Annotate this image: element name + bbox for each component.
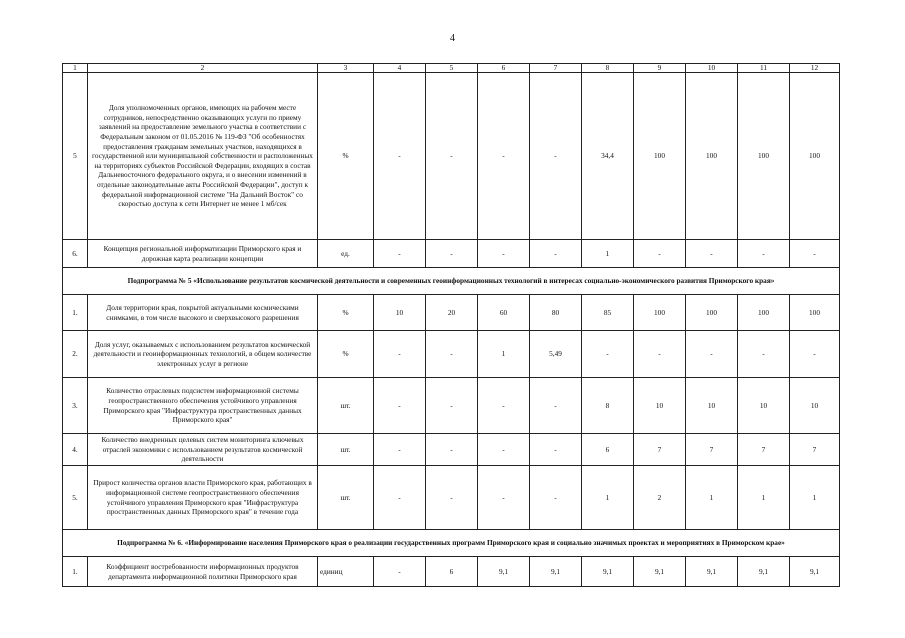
value-cell: 6 bbox=[582, 434, 634, 466]
header-cell: 9 bbox=[634, 64, 686, 73]
value-cell: 5,49 bbox=[530, 331, 582, 378]
value-cell: 10 bbox=[790, 378, 840, 434]
value-cell: 9,1 bbox=[790, 557, 840, 587]
value-cell: 1 bbox=[686, 466, 738, 530]
value-cell: - bbox=[374, 331, 426, 378]
row-number: 4. bbox=[63, 434, 88, 466]
unit-cell: единиц bbox=[318, 557, 374, 587]
value-cell: 9,1 bbox=[582, 557, 634, 587]
value-cell: 100 bbox=[790, 295, 840, 331]
row-number: 1. bbox=[63, 295, 88, 331]
section-header-row bbox=[63, 530, 840, 557]
value-cell: 1 bbox=[582, 240, 634, 268]
value-cell: 80 bbox=[530, 295, 582, 331]
table-row bbox=[63, 557, 840, 587]
value-cell: - bbox=[478, 73, 530, 240]
value-cell: - bbox=[582, 331, 634, 378]
value-cell: 100 bbox=[686, 73, 738, 240]
row-number: 1. bbox=[63, 557, 88, 587]
table-row bbox=[63, 378, 840, 434]
value-cell: 2 bbox=[634, 466, 686, 530]
value-cell: 10 bbox=[738, 378, 790, 434]
table-row bbox=[63, 73, 840, 240]
header-cell: 10 bbox=[686, 64, 738, 73]
value-cell: - bbox=[530, 240, 582, 268]
unit-cell: % bbox=[318, 73, 374, 240]
table-row bbox=[63, 466, 840, 530]
value-cell: - bbox=[530, 466, 582, 530]
value-cell: 1 bbox=[582, 466, 634, 530]
value-cell: - bbox=[478, 240, 530, 268]
value-cell: - bbox=[686, 331, 738, 378]
header-cell: 7 bbox=[530, 64, 582, 73]
indicator-name: Доля территории края, покрытой актуальными космическими снимками, в том числе высокого и сверхвысокого разрешения bbox=[88, 295, 318, 331]
indicator-name: Прирост количества органов власти Приморского края, работающих в информационной системе геопространственного обеспечения устойчивого управления Приморского края "Инфраструктура пространственных данных Приморского края" в течение года bbox=[88, 466, 318, 530]
value-cell: 6 bbox=[426, 557, 478, 587]
value-cell: 100 bbox=[790, 73, 840, 240]
value-cell: - bbox=[686, 240, 738, 268]
value-cell: - bbox=[426, 434, 478, 466]
header-cell: 12 bbox=[790, 64, 840, 73]
value-cell: - bbox=[426, 378, 478, 434]
value-cell: 20 bbox=[426, 295, 478, 331]
value-cell: 10 bbox=[374, 295, 426, 331]
header-cell: 4 bbox=[374, 64, 426, 73]
value-cell: 9,1 bbox=[738, 557, 790, 587]
page-number: 4 bbox=[450, 33, 455, 44]
value-cell: - bbox=[374, 434, 426, 466]
indicators-table bbox=[62, 63, 840, 587]
row-number: 2. bbox=[63, 331, 88, 378]
value-cell: - bbox=[790, 331, 840, 378]
value-cell: 100 bbox=[738, 295, 790, 331]
value-cell: - bbox=[426, 240, 478, 268]
value-cell: 1 bbox=[790, 466, 840, 530]
value-cell: - bbox=[426, 73, 478, 240]
indicator-name: Доля уполномоченных органов, имеющих на рабочем месте сотрудников, непосредственно оказывающих услуги по приему заявлений на предоставление земельного участка в соответствии с Федеральным законом от 01.05.2016 № 119-ФЗ "Об особенностях предоставления гражданам земельных участков, находящихся в государственной или муниципальной собственности и расположенных на территориях субъектов Российской Федерации, входящих в состав Дальневосточного федерального округа, и о внесении изменений в отдельные законодательные акты Российской Федерации", доступ к федеральной информационной системе "На Дальний Восток" со скоростью доступа к сети Интернет не менее 1 мб/сек bbox=[88, 73, 318, 240]
section-header-row bbox=[63, 268, 840, 295]
header-cell: 3 bbox=[318, 64, 374, 73]
header-cell: 1 bbox=[63, 64, 88, 73]
value-cell: 7 bbox=[686, 434, 738, 466]
value-cell: 1 bbox=[478, 331, 530, 378]
value-cell: 100 bbox=[634, 73, 686, 240]
indicator-name: Доля услуг, оказываемых с использованием результатов космической деятельности и геоинформационных технологий, в общем количестве электронных услуг в регионе bbox=[88, 331, 318, 378]
value-cell: - bbox=[374, 378, 426, 434]
header-cell: 5 bbox=[426, 64, 478, 73]
value-cell: 9,1 bbox=[634, 557, 686, 587]
value-cell: - bbox=[374, 557, 426, 587]
unit-cell: % bbox=[318, 295, 374, 331]
value-cell: 10 bbox=[634, 378, 686, 434]
row-number: 5. bbox=[63, 466, 88, 530]
table-row bbox=[63, 331, 840, 378]
unit-cell: ед. bbox=[318, 240, 374, 268]
value-cell: - bbox=[790, 240, 840, 268]
value-cell: - bbox=[738, 240, 790, 268]
value-cell: - bbox=[530, 73, 582, 240]
value-cell: - bbox=[478, 434, 530, 466]
value-cell: 7 bbox=[738, 434, 790, 466]
value-cell: 100 bbox=[634, 295, 686, 331]
value-cell: - bbox=[374, 73, 426, 240]
value-cell: - bbox=[374, 466, 426, 530]
value-cell: - bbox=[426, 331, 478, 378]
value-cell: - bbox=[634, 331, 686, 378]
value-cell: 9,1 bbox=[478, 557, 530, 587]
value-cell: 7 bbox=[634, 434, 686, 466]
row-number: 3. bbox=[63, 378, 88, 434]
header-cell: 11 bbox=[738, 64, 790, 73]
value-cell: 34,4 bbox=[582, 73, 634, 240]
value-cell: - bbox=[426, 466, 478, 530]
subprogram-5-title: Подпрограмма № 5 «Использование результатов космической деятельности и современных геоинформационных технологий в интересах социально-экономического развития Приморского края» bbox=[63, 268, 840, 295]
value-cell: 60 bbox=[478, 295, 530, 331]
value-cell: 7 bbox=[790, 434, 840, 466]
subprogram-6-title: Подпрограмма № 6. «Информирование населения Приморского края о реализации государственных программ Приморского края и социально значимых проектах и мероприятиях в Приморском крае» bbox=[63, 530, 840, 557]
value-cell: - bbox=[530, 378, 582, 434]
value-cell: - bbox=[374, 240, 426, 268]
column-number-row bbox=[63, 64, 840, 73]
value-cell: 9,1 bbox=[686, 557, 738, 587]
value-cell: - bbox=[738, 331, 790, 378]
table-row bbox=[63, 295, 840, 331]
indicator-name: Количество внедренных целевых систем мониторинга ключевых отраслей экономики с использованием результатов космической деятельности bbox=[88, 434, 318, 466]
value-cell: - bbox=[530, 434, 582, 466]
unit-cell: шт. bbox=[318, 466, 374, 530]
row-number: 5 bbox=[63, 73, 88, 240]
indicator-name: Количество отраслевых подсистем информационной системы геопространственного обеспечения устойчивого управления Приморского края "Инфраструктура пространственных данных Приморского края" bbox=[88, 378, 318, 434]
indicator-name: Коэффициент востребованности информационных продуктов департамента информационной политики Приморского края bbox=[88, 557, 318, 587]
unit-cell: % bbox=[318, 331, 374, 378]
value-cell: 10 bbox=[686, 378, 738, 434]
header-cell: 6 bbox=[478, 64, 530, 73]
header-cell: 2 bbox=[88, 64, 318, 73]
table-row bbox=[63, 434, 840, 466]
value-cell: 100 bbox=[686, 295, 738, 331]
table-row bbox=[63, 240, 840, 268]
value-cell: 85 bbox=[582, 295, 634, 331]
unit-cell: шт. bbox=[318, 434, 374, 466]
row-number: 6. bbox=[63, 240, 88, 268]
indicator-name: Концепция региональной информатизации Приморского края и дорожная карта реализации концепции bbox=[88, 240, 318, 268]
value-cell: 9,1 bbox=[530, 557, 582, 587]
value-cell: - bbox=[478, 466, 530, 530]
value-cell: - bbox=[634, 240, 686, 268]
value-cell: - bbox=[478, 378, 530, 434]
value-cell: 1 bbox=[738, 466, 790, 530]
value-cell: 100 bbox=[738, 73, 790, 240]
header-cell: 8 bbox=[582, 64, 634, 73]
value-cell: 8 bbox=[582, 378, 634, 434]
unit-cell: шт. bbox=[318, 378, 374, 434]
